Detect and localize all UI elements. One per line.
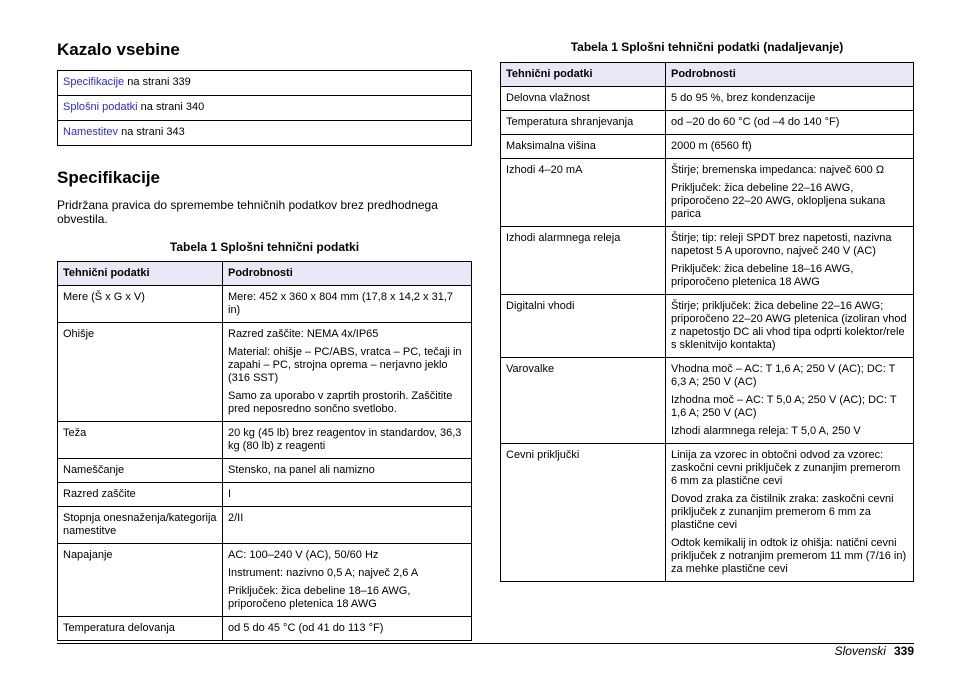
detail-paragraph: Razred zaščite: NEMA 4x/IP65 [228,328,379,340]
table-row [501,227,914,295]
row-details [223,459,472,483]
table-row [58,507,472,544]
row-label: Temperatura shranjevanja [501,111,666,135]
detail-paragraph: od 5 do 45 °C (od 41 do 113 °F) [228,622,384,634]
row-label: Razred zaščite [58,483,223,507]
row-details [666,87,914,111]
row-label: Maksimalna višina [501,135,666,159]
table-caption: Tabela 1 Splošni tehnični podatki [169,240,360,254]
table-row [58,617,472,641]
toc-table [57,70,472,146]
table-row [501,87,914,111]
row-details [223,422,472,459]
detail-paragraph: Izhodi alarmnega releja: T 5,0 A, 250 V [671,425,861,437]
row-label: Varovalke [501,358,666,444]
row-label: Izhodi 4–20 mA [501,159,666,227]
row-details [666,358,914,444]
detail-paragraph: Mere: 452 x 360 x 804 mm (17,8 x 14,2 x 31,7 in) [228,291,454,316]
detail-paragraph: Priključek: žica debeline 18–16 AWG, priporočeno pletenica 18 AWG [228,585,411,610]
toc-title: Kazalo vsebine [57,40,180,59]
page-number: 339 [893,644,914,658]
footer [835,644,914,658]
detail-paragraph: 20 kg (45 lb) brez reagentov in standardov, 36,3 kg (80 lb) z reagenti [228,427,462,452]
row-details [666,227,914,295]
row-details [666,444,914,582]
row-label: Nameščanje [58,459,223,483]
spec-table [57,261,472,641]
table-row [58,286,472,323]
table-row [58,422,472,459]
footer-language: Slovenski [834,644,886,658]
table-caption-continued: Tabela 1 Splošni tehnični podatki (nadaljevanje) [570,40,844,54]
toc-row [58,71,472,96]
row-label: Mere (Š x G x V) [58,286,223,323]
row-label: Izhodi alarmnega releja [501,227,666,295]
table-row [58,483,472,507]
table-row [501,444,914,582]
detail-paragraph: Linija za vzorec in obtočni odvod za vzorec: zaskočni cevni priključek z zunanjim premerom 6 mm za plastične cevi [671,449,901,487]
table-row [58,323,472,422]
row-label: Stopnja onesnaženja/kategorija namestitve [58,507,223,544]
detail-paragraph: od –20 do 60 °C (od –4 do 140 °F) [671,116,840,128]
table-row [501,358,914,444]
detail-paragraph: 2000 m (6560 ft) [671,140,752,152]
header-podrobnosti: Podrobnosti [223,262,472,286]
detail-paragraph: Samo za uporabo v zaprtih prostorih. Zaščitite pred neposredno sončno svetlobo. [228,390,453,415]
row-details [223,483,472,507]
intro-text: Pridržana pravica do spremembe tehničnih podatkov brez predhodnega obvestila. [57,198,438,226]
table-row [58,544,472,617]
row-details [223,286,472,323]
header-podrobnosti: Podrobnosti [666,63,914,87]
spec-table-continued [500,62,914,582]
toc-link-namestitev[interactable]: Namestitev [63,126,119,138]
toc-row [58,121,472,146]
header-tehnicni-podatki: Tehnični podatki [501,63,666,87]
footer-divider [57,643,914,644]
toc-row [58,96,472,121]
table-row [58,459,472,483]
section-title: Specifikacije [57,168,161,187]
detail-paragraph: Odtok kemikalij in odtok iz ohišja: natični cevni priključek z notranjim premerom 11 mm (7/16 in) za mehke plastične cevi [671,537,907,575]
row-details [223,544,472,617]
row-details [223,617,472,641]
detail-paragraph: Štirje; tip: releji SPDT brez napetosti, nazivna napetost 5 A uporovno, največ 240 V (AC) [671,232,892,257]
detail-paragraph: Stensko, na panel ali namizno [228,464,375,476]
detail-paragraph: Priključek: žica debeline 18–16 AWG, priporočeno pletenica 18 AWG [671,263,854,288]
toc-page-ref: na strani 339 [124,76,191,88]
toc-link-specifikacije[interactable]: Specifikacije [63,76,125,88]
row-label: Temperatura delovanja [58,617,223,641]
table-row [501,159,914,227]
row-label: Digitalni vhodi [501,295,666,358]
toc-link-splosni-podatki[interactable]: Splošni podatki [63,101,138,113]
row-details [223,323,472,422]
detail-paragraph: Vhodna moč – AC: T 1,6 A; 250 V (AC); DC: T 6,3 A; 250 V (AC) [671,363,896,388]
detail-paragraph: Štirje; bremenska impedanca: največ 600 Ω [671,164,885,176]
detail-paragraph: 2/II [228,512,244,524]
detail-paragraph: 5 do 95 %, brez kondenzacije [671,92,816,104]
row-label: Teža [58,422,223,459]
right-column [500,40,914,582]
detail-paragraph: Izhodna moč – AC: T 5,0 A; 250 V (AC); DC: T 1,6 A; 250 V (AC) [671,394,897,419]
row-label: Napajanje [58,544,223,617]
detail-paragraph: Štirje; priključek: žica debeline 22–16 AWG; priporočeno 22–20 AWG pletenica (izoliran vhod z napetostjo DC ali vhod tipa odprti kolektor/rele s sklenitvijo kontakta) [671,300,907,351]
row-details [223,507,472,544]
table-row [501,111,914,135]
table-row [501,295,914,358]
toc-page-ref: na strani 343 [118,126,185,138]
detail-paragraph: Instrument: nazivno 0,5 A; največ 2,6 A [228,567,419,579]
table-header-row [58,262,472,286]
row-details [666,159,914,227]
row-label: Cevni priključki [501,444,666,582]
detail-paragraph: Dovod zraka za čistilnik zraka: zaskočni cevni priključek z zunanjim premerom 6 mm za plastične cevi [671,493,894,531]
left-column [57,38,472,641]
row-label: Delovna vlažnost [501,87,666,111]
toc-page-ref: na strani 340 [137,101,205,113]
row-details [666,135,914,159]
table-row [501,135,914,159]
detail-paragraph: I [228,488,232,500]
row-details [666,295,914,358]
header-tehnicni-podatki: Tehnični podatki [58,262,223,286]
detail-paragraph: Material: ohišje – PC/ABS, vratca – PC, tečaji in zapahi – PC, strojna oprema – nerjavno jeklo (316 SST) [228,346,462,384]
row-details [666,111,914,135]
table-header-row [501,63,914,87]
detail-paragraph: Priključek: žica debeline 22–16 AWG, priporočeno 22–20 AWG, oklopljena sukana parica [671,182,886,220]
row-label: Ohišje [58,323,223,422]
detail-paragraph: AC: 100–240 V (AC), 50/60 Hz [228,549,379,561]
